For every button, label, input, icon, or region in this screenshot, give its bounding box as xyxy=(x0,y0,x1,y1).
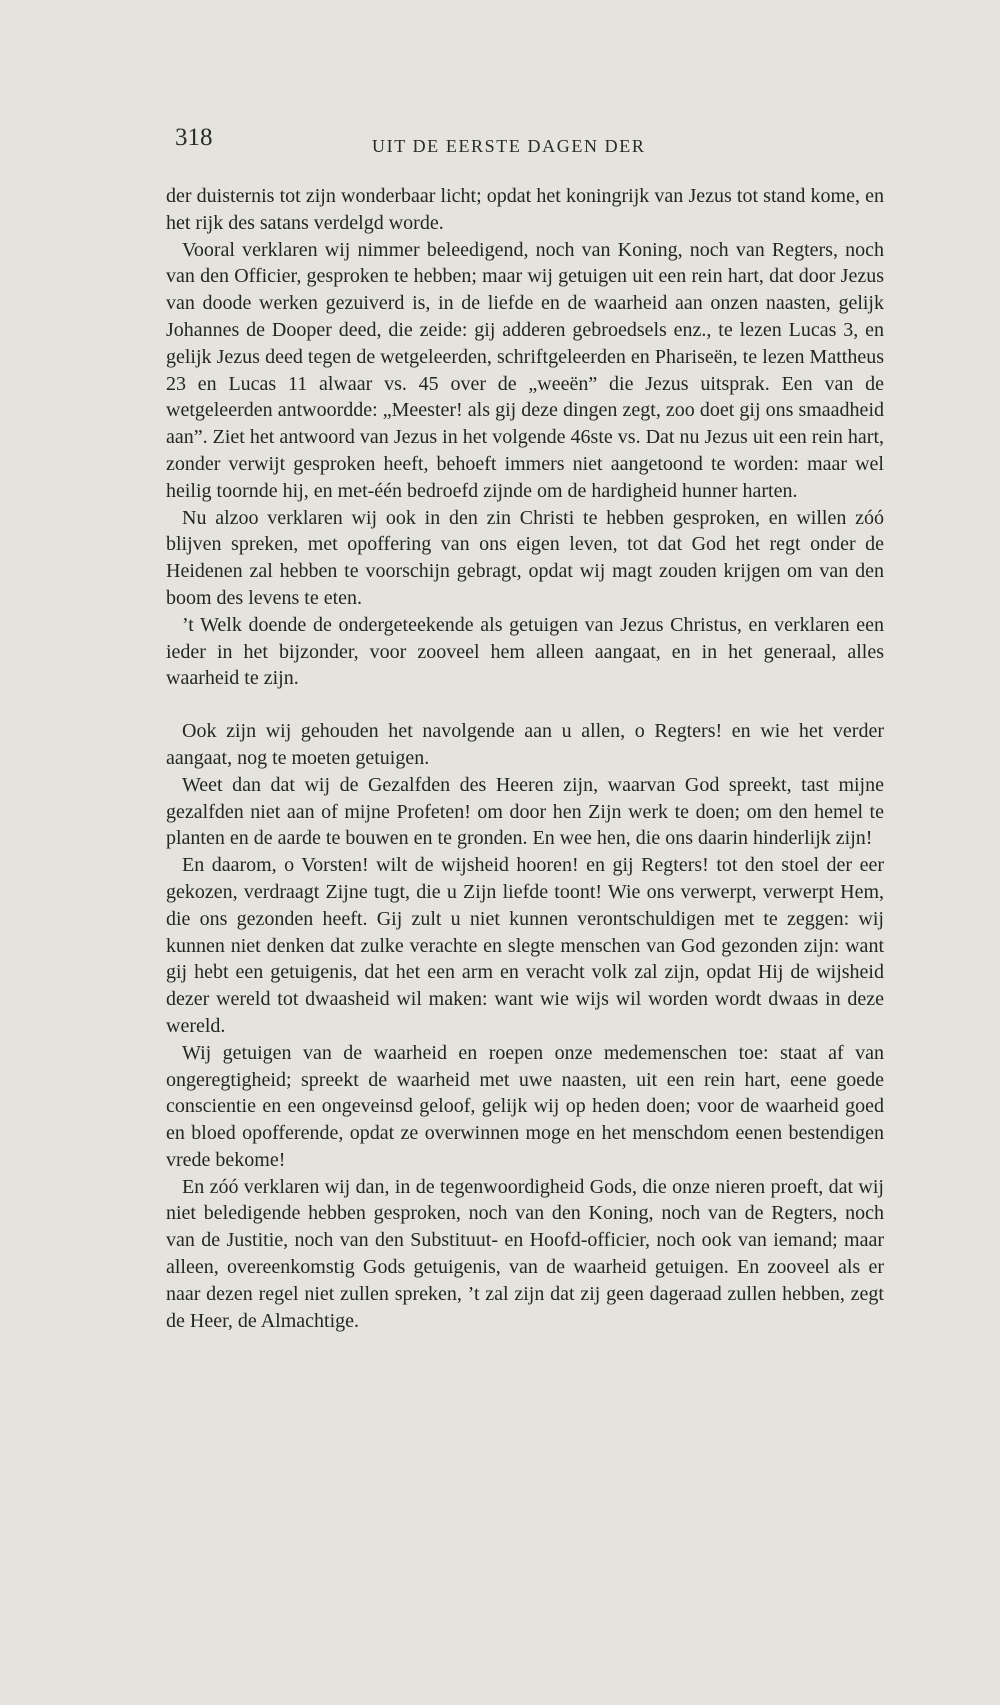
paragraph-4: ’t Welk doende de ondergeteekende als getuigen van Jezus Christus, en verklaren een ieder in het bijzonder, voor zooveel hem alleen aangaat, en in het generaal, alles waarheid te zijn. xyxy=(166,613,884,690)
paragraph-7: En daarom, o Vorsten! wilt de wijsheid hooren! en gij Regters! tot den stoel der eer gekozen, verdraagt Zijne tugt, die u Zijn liefde toont! Wie ons verwerpt, verwerpt Hem, die ons gezonden heeft. Gij zult u niet kunnen verontschuldigen met te zeggen: wij kunnen niet denken dat zulke verachte en slegte menschen van God gezonden zijn: want gij hebt een getuigenis, dat het een arm en veracht volk zal zijn, opdat Hij de wijsheid dezer wereld tot dwaasheid wil maken: want wie wijs wil worden wordt dwaas in deze wereld. xyxy=(166,854,884,1037)
paragraph-2: Vooral verklaren wij nimmer beleedigend, noch van Koning, noch van Regters, noch van den Officier, gesproken te hebben; maar wij getuigen uit een rein hart, dat door Jezus van doode werken gezuiverd is, in de liefde en de waarheid aan onzen naasten, gelijk Johannes de Dooper deed, die zeide: gij adderen gebroedsels enz., te lezen Lucas 3, en gelijk Jezus deed tegen de wetgeleerden, schriftgeleerden en Phariseën, te lezen Mattheus 23 en Lucas 11 alwaar vs. 45 over de „weeën” die Jezus uitsprak. Een van de wetgeleerden antwoordde: „Meester! als gij deze dingen zegt, zoo doet gij ons smaadheid aan”. Ziet het antwoord van Jezus in het volgende 46ste vs. Dat nu Jezus uit een rein hart, zonder verwijt gesproken heeft, behoeft immers niet aangetoond te worden: maar wel heilig toornde hij, en met-één bedroefd zijnde om de hardigheid hunner harten. xyxy=(166,238,884,502)
paragraph-6: Weet dan dat wij de Gezalfden des Heeren zijn, waarvan God spreekt, tast mijne gezalfden niet aan of mijne Profeten! om door hen Zijn werk te doen; om den hemel te planten en de aarde te bouwen en te gronden. En wee hen, die ons daarin hinderlijk zijn! xyxy=(166,773,884,850)
running-head xyxy=(175,124,895,160)
paragraph-1: der duisternis tot zijn wonderbaar licht; opdat het koningrijk van Jezus tot stand kome, en het rijk des satans verdelgd worde. xyxy=(166,185,884,234)
running-title: UIT DE EERSTE DAGEN DER xyxy=(372,136,646,156)
body-text xyxy=(166,183,884,1334)
page-number: 318 xyxy=(175,124,213,151)
paragraph-8: Wij getuigen van de waarheid en roepen onze medemenschen toe: staat af van ongeregtigheid; spreekt de waarheid met uwe naasten, uit een rein hart, eene goede conscientie en een ongeveinsd geloof, gelijk wij op heden doen; voor de waarheid goed en bloed opofferende, opdat ze overwinnen moge en het menschdom eenen bestendigen vrede bekome! xyxy=(166,1041,884,1171)
paragraph-3: Nu alzoo verklaren wij ook in den zin Christi te hebben gesproken, en willen zóó blijven spreken, met opoffering van ons eigen leven, tot dat God het regt onder de Heidenen zal hebben te voorschijn gebragt, opdat wij magt zouden krijgen om van den boom des levens te eten. xyxy=(166,506,884,609)
paragraph-5: Ook zijn wij gehouden het navolgende aan u allen, o Regters! en wie het verder aangaat, nog te moeten getuigen. xyxy=(166,720,884,769)
paragraph-9: En zóó verklaren wij dan, in de tegenwoordigheid Gods, die onze nieren proeft, dat wij niet beledigende hebben gesproken, noch van den Koning, noch van de Regters, noch van de Justitie, noch van den Substituut- en Hoofd-officier, noch ook van iemand; maar alleen, overeenkomstig Gods getuigenis, van de waarheid getuigen. En zooveel als er naar dezen regel niet zullen spreken, ’t zal zijn dat zij geen dageraad zullen hebben, zegt de Heer, de Almachtige. xyxy=(166,1175,884,1332)
